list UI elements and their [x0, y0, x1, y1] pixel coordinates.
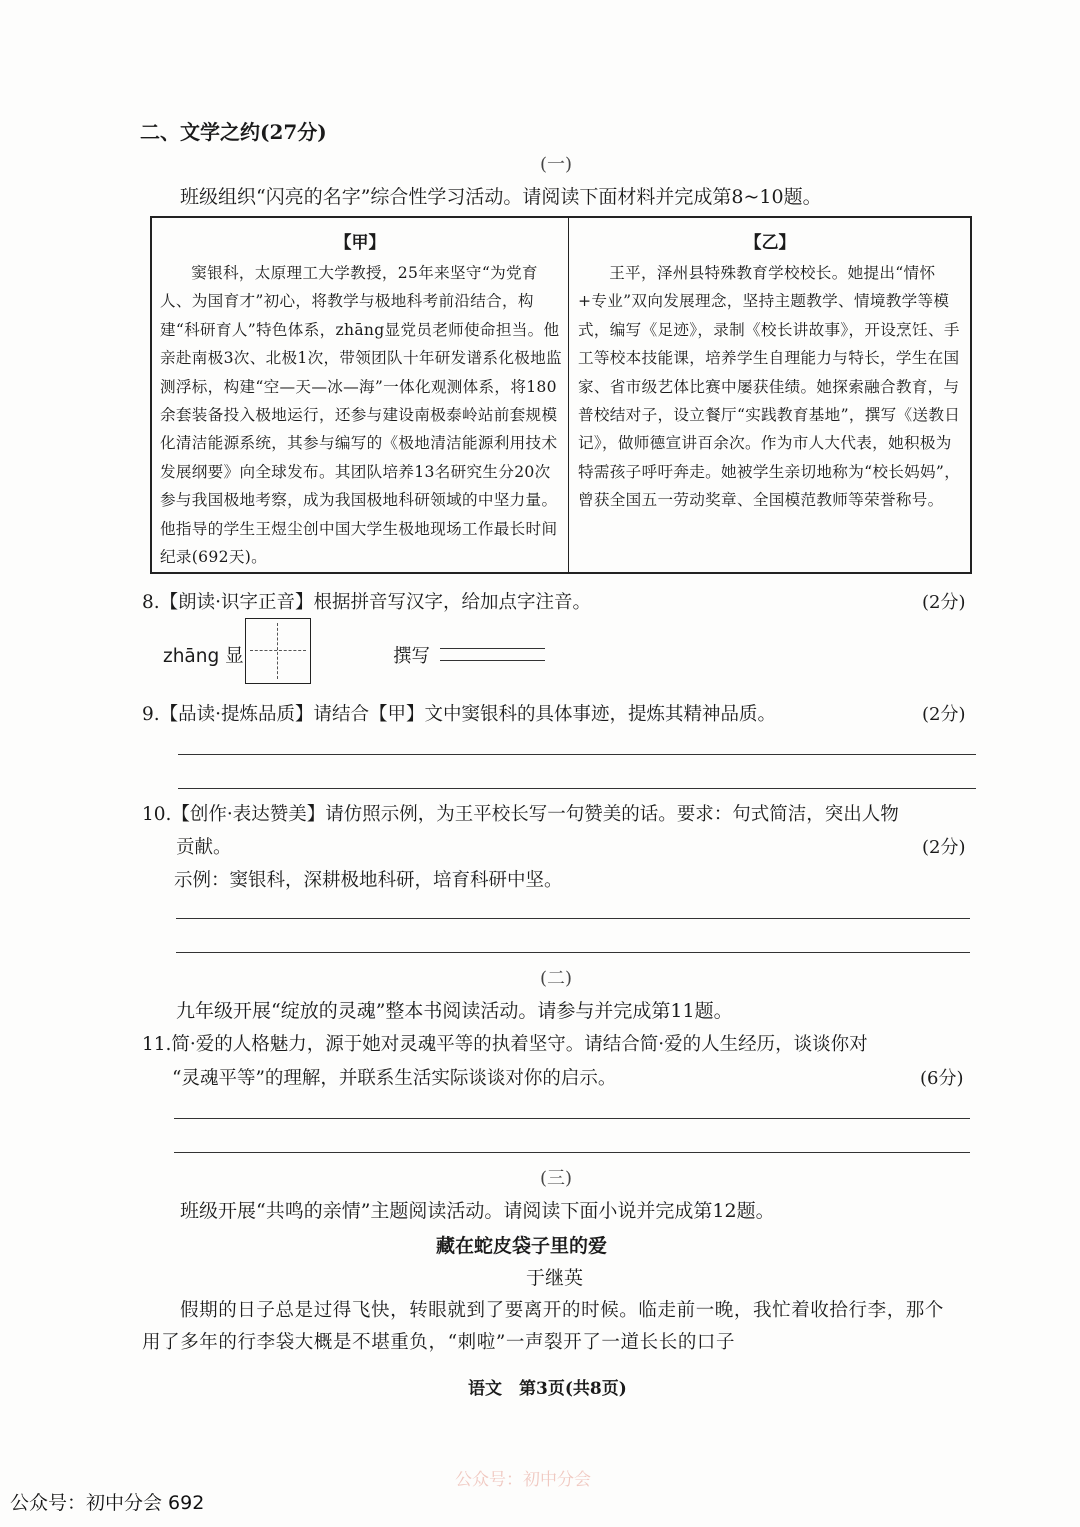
yi-heading: 【乙】 — [744, 233, 796, 253]
q8-score: (2分) — [922, 592, 966, 613]
yi-text: 王平，泽州县特殊教育学校校长。她提出“情怀+专业”双向发展理念，坚持主题教学、情境教学等模式，编写《足迹》，录制《校长讲故事》，开设烹饪、手工等校本技能课，培养学生自理能力与特长，学生在国家、省市级艺体比赛中屡获佳绩。她探索融合教育，与普校结对子，设立餐厅“实践教育基地”，撰写《送教日记》，做师德宣讲百余次。作为市人大代表，她积极为特需孩子呼吁奔走。她被学生亲切地称为“校长妈妈”，曾获全国五一劳动奖章、全国模范教师等荣誉称号。 — [578, 264, 961, 510]
q10-example: 示例：窦银科，深耕极地科研，培育科研中坚。 — [174, 870, 563, 891]
q10-prompt-cont: 贡献。 — [176, 837, 232, 858]
watermark-center: 公众号：初中分会 — [455, 1470, 591, 1490]
q9-prompt: 9.【品读·提炼品质】请结合【甲】文中窦银科的具体事迹，提炼其精神品质。 — [142, 704, 777, 725]
q9-answer-line[interactable] — [178, 788, 976, 789]
part2-intro: 九年级开展“绽放的灵魂”整本书阅读活动。请参与并完成第11题。 — [176, 1000, 733, 1022]
q10-answer-line[interactable] — [176, 918, 970, 919]
part2-label: (二) — [540, 968, 573, 989]
part1-intro: 班级组织“闪亮的名字”综合性学习活动。请阅读下面材料并完成第8~10题。 — [180, 186, 822, 208]
q11-prompt-cont: “灵魂平等”的理解，并联系生活实际谈谈对你的启示。 — [172, 1068, 617, 1089]
page-footer: 语文 第3页(共8页) — [468, 1379, 627, 1399]
q9-answer-line[interactable] — [178, 754, 976, 755]
q10-score: (2分) — [922, 837, 966, 858]
part3-label: (三) — [540, 1168, 573, 1189]
story-line-2: 用了多年的行李袋大概是不堪重负，“刺啦”一声裂开了一道长长的口子 — [142, 1332, 736, 1353]
q8-answer-line[interactable] — [440, 660, 545, 661]
story-author: 于继英 — [526, 1267, 584, 1289]
material-box — [150, 216, 972, 574]
part3-intro: 班级开展“共鸣的亲情”主题阅读活动。请阅读下面小说并完成第12题。 — [180, 1200, 775, 1222]
jia-heading: 【甲】 — [334, 233, 386, 253]
q10-prompt: 10.【创作·表达赞美】请仿照示例，为王平校长写一句赞美的话。要求：句式简洁，突出人物 — [142, 804, 899, 825]
watermark-left: 公众号：初中分会 692 — [10, 1492, 205, 1514]
q11-answer-line[interactable] — [174, 1118, 970, 1119]
hanzi-answer-box[interactable] — [245, 618, 311, 684]
q10-answer-line[interactable] — [176, 952, 970, 953]
q11-prompt: 11.简·爱的人格魅力，源于她对灵魂平等的执着坚守。请结合简·爱的人生经历，谈谈你对 — [142, 1034, 868, 1055]
q11-answer-line[interactable] — [174, 1152, 970, 1153]
story-title: 藏在蛇皮袋子里的爱 — [436, 1235, 608, 1257]
story-line-1: 假期的日子总是过得飞快，转眼就到了要离开的时候。临走前一晚，我忙着收拾行李，那个 — [180, 1300, 945, 1321]
q8-char-item: 撰写 — [393, 646, 431, 667]
jia-text: 窦银科，太原理工大学教授，25年来坚守“为党育人、为国育才”初心，将教学与极地科考前沿结合，构建“科研育人”特色体系，zhāng显党员老师使命担当。他亲赴南极3次、北极1次，带领团队十年研发谱系化极地监测浮标，构建“空—天—冰—海”一体化观测体系，将180余套装备投入极地运行，还参与建设南极泰岭站前套规模化清洁能源系统，其参与编写的《极地清洁能源利用技术发展纲要》向全球发布。其团队培养13名研究生分20次参与我国极地考察，成为我国极地科研领域的中坚力量。他指导的学生王煜尘创中国大学生极地现场工作最长时间纪录(692天)。 — [160, 264, 562, 567]
q11-score: (6分) — [920, 1068, 964, 1089]
q8-pinyin-item: zhāng 显 — [163, 646, 244, 667]
material-yi — [570, 218, 970, 572]
section-title: 二、文学之约(27分) — [140, 120, 327, 144]
q8-answer-line[interactable] — [440, 648, 545, 649]
part1-label: (一) — [540, 154, 573, 175]
q9-score: (2分) — [922, 704, 966, 725]
q8-prompt: 8.【朗读·识字正音】根据拼音写汉字，给加点字注音。 — [142, 592, 592, 613]
material-jia — [152, 218, 569, 572]
